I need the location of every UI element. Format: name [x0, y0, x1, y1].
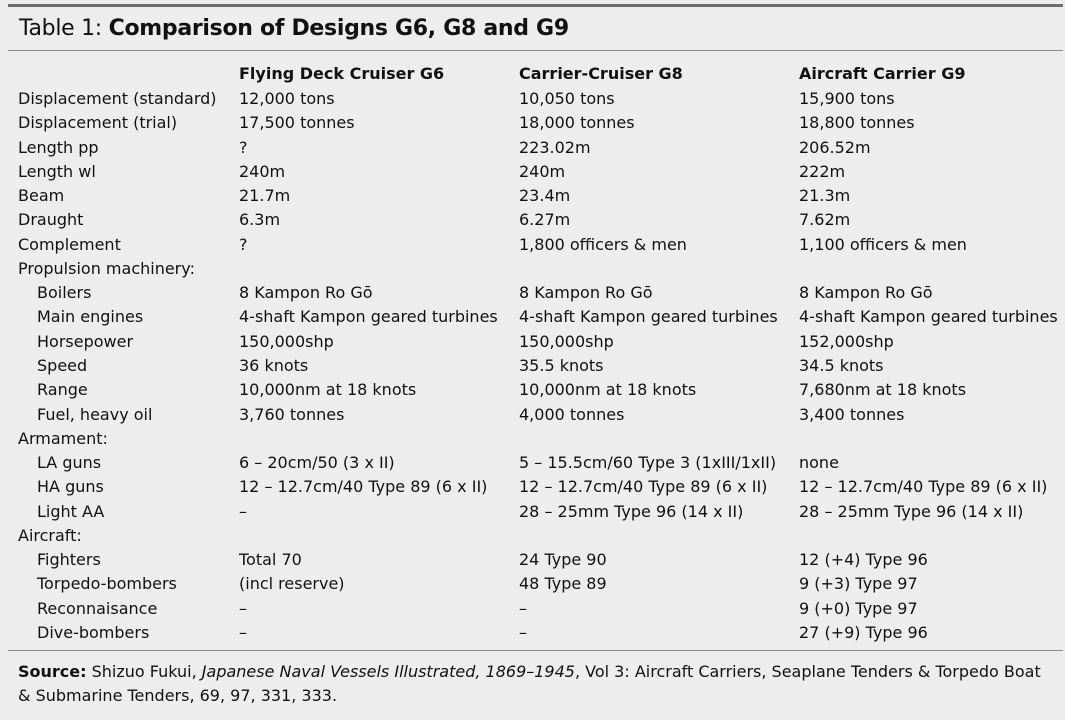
cell-g9: 12 (+4) Type 96: [799, 550, 928, 570]
cell-g6: –: [239, 622, 247, 642]
source-work: Japanese Naval Vessels Illustrated, 1869–1945: [201, 662, 575, 681]
cell-g6: 8 Kampon Ro Gō: [239, 283, 373, 303]
cell-g9: 15,900 tons: [799, 89, 895, 108]
table-figure: [8, 4, 1063, 716]
cell-g9: 27 (+9) Type 96: [799, 622, 928, 642]
column-header-g8: Carrier-Cruiser G8: [519, 64, 683, 83]
table-row: [8, 87, 1063, 111]
cell-g6: 6.3m: [239, 210, 281, 230]
table-row: [8, 184, 1063, 208]
cell-g9: 4-shaft Kampon geared turbines: [799, 307, 1058, 327]
cell-g9: 222m: [799, 161, 846, 181]
table-row: [8, 281, 1063, 305]
cell-g8: 6.27m: [519, 210, 571, 230]
source-label: Source:: [18, 662, 87, 681]
cell-g6: –: [239, 501, 247, 521]
table-row: [8, 233, 1063, 257]
table-row: [8, 378, 1063, 402]
cell-g6: ?: [239, 137, 248, 157]
table-row: [8, 621, 1063, 645]
cell-g9: 8 Kampon Ro Gō: [799, 283, 933, 303]
table-row: [8, 136, 1063, 160]
table-label: Table 1:: [19, 16, 102, 41]
cell-g9: 7.62m: [799, 210, 851, 230]
cell-g8: –: [519, 622, 527, 642]
row-label: Main engines: [37, 307, 144, 327]
cell-g9: 3,400 tonnes: [799, 404, 905, 424]
table-row: [8, 330, 1063, 354]
table-row: [8, 572, 1063, 596]
column-header-g9: Aircraft Carrier G9: [799, 64, 966, 83]
cell-g8: 10,000nm at 18 knots: [519, 380, 697, 400]
row-label: Length wl: [18, 161, 96, 181]
row-label: Length pp: [18, 137, 99, 157]
cell-g6: 12,000 tons: [239, 89, 335, 108]
table-row: [8, 111, 1063, 135]
table-row: [8, 403, 1063, 427]
source-author: Shizuo Fukui,: [91, 662, 197, 681]
cell-g8: 4,000 tonnes: [519, 404, 625, 424]
row-label: Displacement (standard): [18, 89, 217, 108]
row-label: Armament:: [18, 428, 108, 448]
table-row: [8, 548, 1063, 572]
row-label: Aircraft:: [18, 525, 82, 545]
table-row: [8, 160, 1063, 184]
cell-g9: 21.3m: [799, 186, 851, 206]
table-title-text: Comparison of Designs G6, G8 and G9: [108, 16, 569, 41]
cell-g6: 150,000shp: [239, 331, 334, 351]
row-label: Complement: [18, 234, 121, 254]
cell-g6: 36 knots: [239, 356, 309, 375]
cell-g9: none: [799, 453, 839, 473]
cell-g6: 17,500 tonnes: [239, 113, 355, 133]
cell-g9: 1,100 officers & men: [799, 234, 967, 254]
top-rule: [8, 4, 1063, 7]
row-label: Light AA: [37, 501, 105, 521]
cell-g9: 7,680nm at 18 knots: [799, 380, 967, 400]
cell-g9: 18,800 tonnes: [799, 113, 915, 133]
cell-g9: 152,000shp: [799, 331, 894, 351]
cell-g8: 48 Type 89: [519, 574, 607, 594]
row-label: Boilers: [37, 283, 92, 303]
cell-g6: 6 – 20cm/50 (3 x II): [239, 453, 395, 473]
cell-g6: 240m: [239, 161, 286, 181]
cell-g9: 9 (+3) Type 97: [799, 574, 918, 594]
row-label: Reconnaisance: [37, 598, 158, 618]
row-label: Range: [37, 380, 88, 400]
title-rule: [8, 50, 1063, 51]
table-row: [8, 475, 1063, 499]
row-label: Beam: [18, 186, 65, 206]
cell-g8: 10,050 tons: [519, 89, 615, 108]
table-row: [8, 427, 1063, 451]
table-title: [19, 16, 569, 41]
row-label: Torpedo-bombers: [37, 574, 177, 594]
row-label: Speed: [37, 356, 88, 375]
cell-g8: 223.02m: [519, 137, 591, 157]
table-row: [8, 524, 1063, 548]
source-detail: , Vol 3: Aircraft Carriers, Seaplane Tenders & Torpedo Boat & Submarine Tenders, 69, 97, 331, 333.: [18, 662, 1041, 705]
cell-g8: –: [519, 598, 527, 618]
cell-g8: 240m: [519, 161, 566, 181]
cell-g8: 4-shaft Kampon geared turbines: [519, 307, 778, 327]
cell-g8: 12 – 12.7cm/40 Type 89 (6 x II): [519, 477, 768, 497]
row-label: HA guns: [37, 477, 104, 497]
cell-g9: 9 (+0) Type 97: [799, 598, 918, 618]
column-header-g6: Flying Deck Cruiser G6: [239, 64, 445, 83]
table-row: [8, 208, 1063, 232]
row-label: Fuel, heavy oil: [37, 404, 153, 424]
table-row: [8, 305, 1063, 329]
cell-g6: 4-shaft Kampon geared turbines: [239, 307, 498, 327]
column-header-row: [8, 62, 1063, 86]
source-note: [18, 660, 1058, 708]
cell-g8: 8 Kampon Ro Gō: [519, 283, 653, 303]
table-row: [8, 597, 1063, 621]
cell-g6: 10,000nm at 18 knots: [239, 380, 417, 400]
bottom-rule: [8, 650, 1063, 651]
row-label: Propulsion machinery:: [18, 258, 195, 278]
table-row: [8, 257, 1063, 281]
cell-g6: (incl reserve): [239, 574, 345, 594]
cell-g9: 206.52m: [799, 137, 871, 157]
cell-g8: 18,000 tonnes: [519, 113, 635, 133]
cell-g6: ?: [239, 234, 248, 254]
row-label: LA guns: [37, 453, 102, 473]
cell-g8: 5 – 15.5cm/60 Type 3 (1xIII/1xII): [519, 453, 777, 473]
cell-g6: Total 70: [239, 550, 302, 570]
cell-g8: 24 Type 90: [519, 550, 607, 570]
row-label: Draught: [18, 210, 84, 230]
cell-g9: 28 – 25mm Type 96 (14 x II): [799, 501, 1024, 521]
cell-g6: 3,760 tonnes: [239, 404, 345, 424]
table-row: [8, 451, 1063, 475]
cell-g9: 12 – 12.7cm/40 Type 89 (6 x II): [799, 477, 1048, 497]
cell-g8: 28 – 25mm Type 96 (14 x II): [519, 501, 744, 521]
table-row: [8, 500, 1063, 524]
cell-g6: –: [239, 598, 247, 618]
row-label: Fighters: [37, 550, 101, 570]
cell-g8: 1,800 officers & men: [519, 234, 687, 254]
cell-g8: 150,000shp: [519, 331, 614, 351]
cell-g6: 21.7m: [239, 186, 291, 206]
cell-g8: 35.5 knots: [519, 356, 604, 375]
cell-g6: 12 – 12.7cm/40 Type 89 (6 x II): [239, 477, 488, 497]
cell-g9: 34.5 knots: [799, 356, 884, 375]
table-row: [8, 354, 1063, 378]
row-label: Horsepower: [37, 331, 134, 351]
row-label: Displacement (trial): [18, 113, 178, 133]
cell-g8: 23.4m: [519, 186, 571, 206]
row-label: Dive-bombers: [37, 622, 150, 642]
